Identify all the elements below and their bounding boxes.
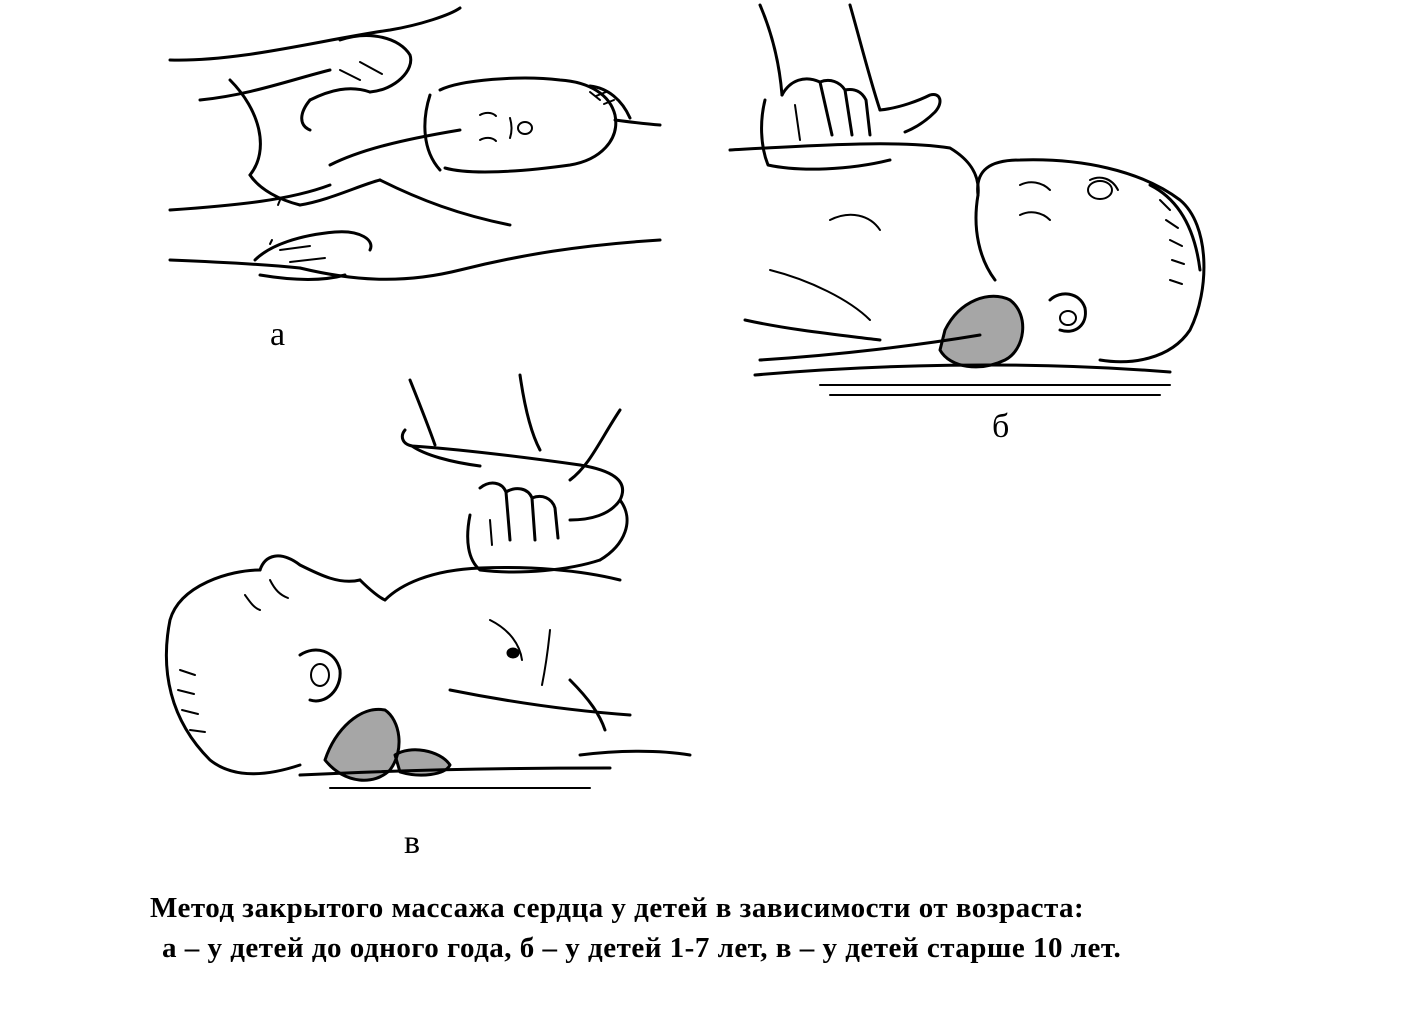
figure-c-label: в xyxy=(404,824,421,861)
child-compression-drawing xyxy=(720,0,1220,400)
figure-a-illustration xyxy=(160,0,680,310)
caption-line-2: а – у детей до одного года, б – у детей 1-7 лет, в – у детей старше 10 лет. xyxy=(162,932,1122,964)
older-child-compression-drawing xyxy=(150,370,690,810)
infant-compression-drawing xyxy=(160,0,680,310)
figure-c-illustration xyxy=(150,370,690,810)
caption-line-1: Метод закрытого массажа сердца у детей в зависимости от возраста: xyxy=(150,892,1085,924)
figure-b-illustration xyxy=(720,0,1220,400)
figure-b-label: б xyxy=(992,408,1010,445)
figure-a-label: а xyxy=(270,316,286,353)
